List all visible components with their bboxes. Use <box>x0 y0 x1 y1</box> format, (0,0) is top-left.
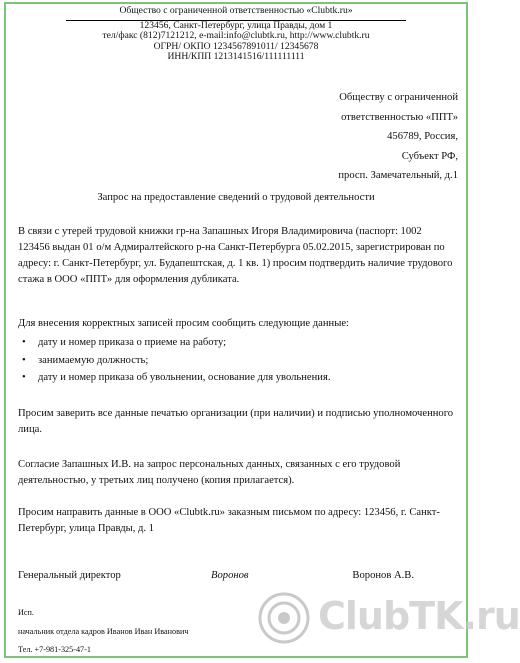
header-line: 123456, Санкт-Петербург, улица Правды, дом 1 <box>139 19 333 31</box>
header-line: тел/факс (812)7121212, e-mail:info@clubtk.ru, http://www.clubtk.ru <box>102 30 370 42</box>
paragraph-request: В связи с утерей трудовой книжки гр-на Запашных Игоря Владимировича (паспорт: 1002 123456 выдан 01 о/м Адмиралтейского р-на Санкт-Петербурга 05.02.2015, зарегистрирован по адресу: г. Санкт-Петербург, ул. Будапештская, д. 1 кв. 1) просим подтвердить наличие трудового стажа в ООО «ППТ» для оформления дубликата. <box>18 226 453 285</box>
bullet-icon: • <box>22 354 26 366</box>
list-item-text: дату и номер приказа об увольнении, основание для увольнения. <box>38 372 331 383</box>
list-item-text: занимаемую должность; <box>38 354 149 366</box>
signature: Воронов <box>211 570 249 581</box>
requested-data-list <box>18 334 456 387</box>
paragraph-consent: Согласие Запашных И.В. на запрос персональных данных, связанных с его трудовой деятельностью, у третьих лиц получено (копия прилагается). <box>18 459 401 486</box>
company-header <box>6 4 466 63</box>
letter-page <box>4 2 520 658</box>
watermark <box>258 584 520 654</box>
recipient-line: Субъект РФ, <box>401 150 458 162</box>
signer-name: Воронов А.В. <box>352 570 414 581</box>
watermark-text: ClubTK.ru <box>318 594 520 638</box>
executor-block <box>18 604 188 660</box>
executor-line: Тел. +7-981-325-47-1 <box>18 645 91 654</box>
bullet-icon: • <box>22 372 26 383</box>
recipient-line: 456789, Россия, <box>387 131 458 143</box>
list-item <box>18 334 456 352</box>
paragraph-certify: Просим заверить все данные печатью организации (при наличии) и подписью уполномоченного лица. <box>18 408 454 435</box>
recipient-block <box>308 88 458 186</box>
bullet-icon: • <box>22 337 26 348</box>
list-item-text: дату и номер приказа о приеме на работу; <box>38 337 227 348</box>
signer-role: Генеральный директор <box>18 570 121 581</box>
recipient-line: просп. Замечательный, д.1 <box>338 170 458 182</box>
paragraph-send-to: Просим направить данные в ООО «Clubtk.ru» заказным письмом по адресу: 123456, г. Санкт-Петербург, улица Правды, д. 1 <box>18 507 440 534</box>
header-line: ОГРН/ ОКПО 1234567891011/ 12345678 <box>153 40 319 52</box>
recipient-line: ответственностью «ППТ» <box>341 111 458 123</box>
recipient-line: Обществу с ограниченной <box>339 92 458 103</box>
header-line: ИНН/КПП 1213141516/111111111 <box>167 51 305 63</box>
list-item <box>18 369 456 387</box>
clubtk-logo-icon <box>258 592 310 644</box>
executor-line: Исп. <box>18 608 34 617</box>
executor-line: начальник отдела кадров Иванов Иван Иванович <box>18 626 189 636</box>
document-title: Запрос на предоставление сведений о трудовой деятельности <box>97 192 375 203</box>
paragraph-data-intro: Для внесения корректных записей просим сообщить следующие данные: <box>18 318 349 329</box>
header-line: Общество с ограниченной ответственностью «Clubtk.ru» <box>119 5 353 16</box>
list-item <box>18 352 456 370</box>
